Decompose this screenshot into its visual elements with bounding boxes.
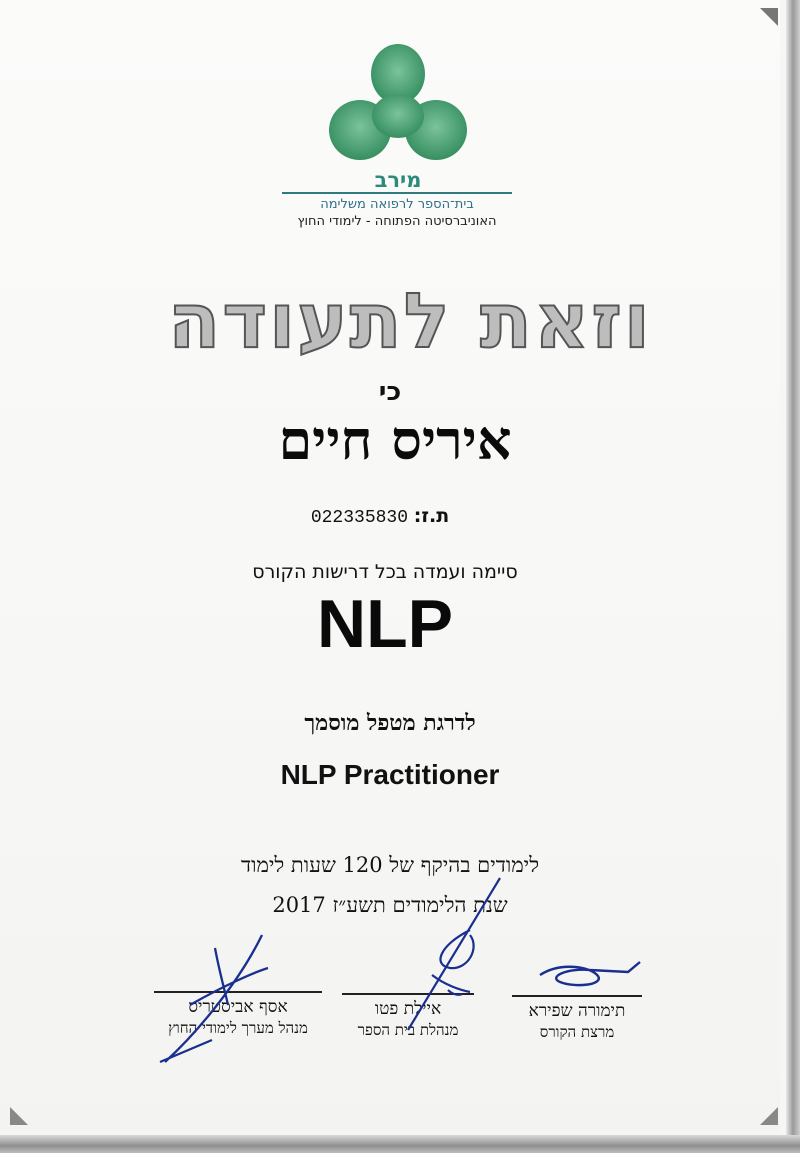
completion-text: סיימה ועמדה בכל דרישות הקורס xyxy=(252,561,518,583)
id-label: ת.ז: xyxy=(413,505,450,527)
signatory-name: תימורה שפירא xyxy=(528,1001,626,1021)
signatory-name: איילת פטו xyxy=(374,999,442,1019)
signatory-role: מרצת הקורס xyxy=(539,1023,615,1041)
course-name: NLP xyxy=(317,586,453,662)
certificate-ki: כי xyxy=(378,377,402,407)
signatory-name: אסף אביסטריס xyxy=(188,997,288,1017)
level-hebrew: לדרגת מטפל מוסמך xyxy=(304,710,476,736)
signature-line xyxy=(154,991,322,993)
signatory-role: מנהלת בית הספר xyxy=(357,1021,459,1039)
signature-line xyxy=(512,995,642,997)
paper-edge-bottom xyxy=(0,1135,800,1153)
photo-corner-top-right xyxy=(760,8,778,26)
hours-text: לימודים בהיקף של 120 שעות לימוד xyxy=(240,853,540,877)
year-text: שנת הלימודים תשע״ז 2017 xyxy=(272,893,508,917)
photo-corner-bottom-left xyxy=(10,1107,28,1125)
signatory-role: מנהל מערך לימודי החוץ xyxy=(168,1019,308,1037)
organization-subtitle: בית־הספר לרפואה משלימה xyxy=(320,197,474,212)
recipient-name: איריס חיים xyxy=(278,408,512,472)
level-english: NLP Practitioner xyxy=(280,759,500,790)
three-lobed-green-leaf-logo xyxy=(328,42,468,164)
id-number: 022335830 xyxy=(310,508,409,528)
organization-name: מירב xyxy=(374,168,422,192)
certificate-title: וזאת לתעודה xyxy=(168,276,652,365)
signature-block-director xyxy=(342,993,474,1040)
signature-line xyxy=(342,993,474,995)
organization-affiliation: האוניברסיטה הפתוחה - לימודי החוץ xyxy=(297,214,497,229)
id-line xyxy=(0,505,760,528)
signature-block-manager xyxy=(154,991,322,1038)
photo-corner-bottom-right xyxy=(760,1107,778,1125)
signature-block-lecturer xyxy=(512,995,642,1042)
organization-divider xyxy=(282,192,512,194)
paper-edge-right xyxy=(786,0,800,1153)
